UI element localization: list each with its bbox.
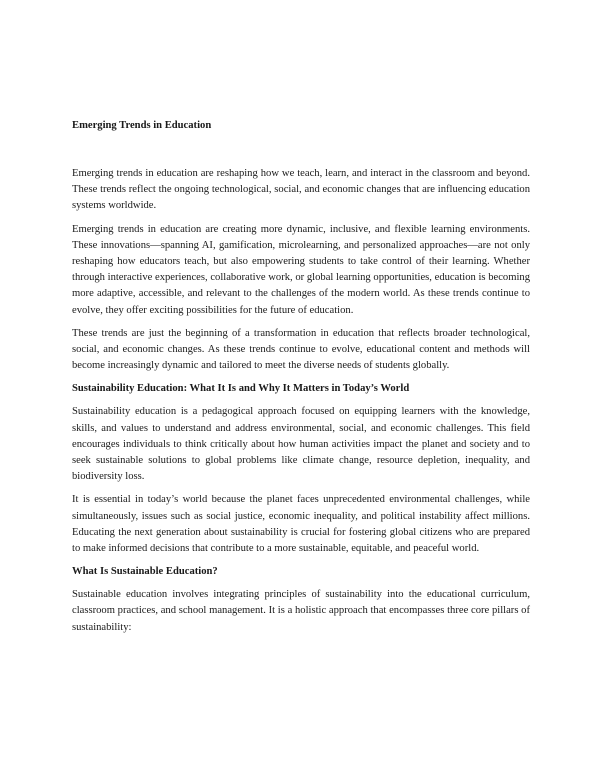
intro-paragraph-1: Emerging trends in education are reshaping how we teach, learn, and interact in the classroom and beyond. These trends reflect the ongoing technological, social, and economic changes that are influencing education systems worldwide.: [72, 168, 530, 212]
intro-paragraph-2: Emerging trends in education are creating more dynamic, inclusive, and flexible learning environments. These innovations—spanning AI, gamification, microlearning, and personalized approaches—are not only reshaping how educators teach, but also empowering students to take control of their learning. Whether through interactive experiences, collaborative work, or global learning opportunities, education is becoming more adaptive, accessible, and relevant to the challenges of the modern world. As these trends continue to evolve, they offer exciting possibilities for the future of education.: [72, 223, 530, 316]
sustainable-education-paragraph-1: Sustainable education involves integrating principles of sustainability into the educational curriculum, classroom practices, and school management. It is a holistic approach that encompasses three core pillars of sustainability:: [72, 589, 530, 633]
sustainability-paragraph-2: It is essential in today’s world because the planet faces unprecedented environmental challenges, while simultaneously, issues such as social justice, economic inequality, and political instability affect millions. Educating the next generation about sustainability is crucial for fostering global citizens who are prepared to make informed decisions that contribute to a more sustainable, equitable, and peaceful world.: [72, 494, 530, 555]
document-title: Emerging Trends in Education: [72, 120, 212, 131]
section-heading-sustainability: Sustainability Education: What It Is and Why It Matters in Today’s World: [72, 383, 410, 395]
sustainability-paragraph-1: Sustainability education is a pedagogical approach focused on equipping learners with the knowledge, skills, and values to understand and address environmental, social, and economic challenges. This field encourages individuals to think critically about how human activities impact the planet and society and to seek sustainable solutions to global problems like climate change, resource depletion, inequality, and biodiversity loss.: [72, 406, 530, 483]
section-heading-sustainable-education: What Is Sustainable Education?: [72, 566, 218, 578]
intro-paragraph-3: These trends are just the beginning of a transformation in education that reflects broader technological, social, and economic changes. As these trends continue to evolve, educational content and methods will become increasingly dynamic and tailored to meet the diverse needs of students globally.: [72, 327, 530, 372]
